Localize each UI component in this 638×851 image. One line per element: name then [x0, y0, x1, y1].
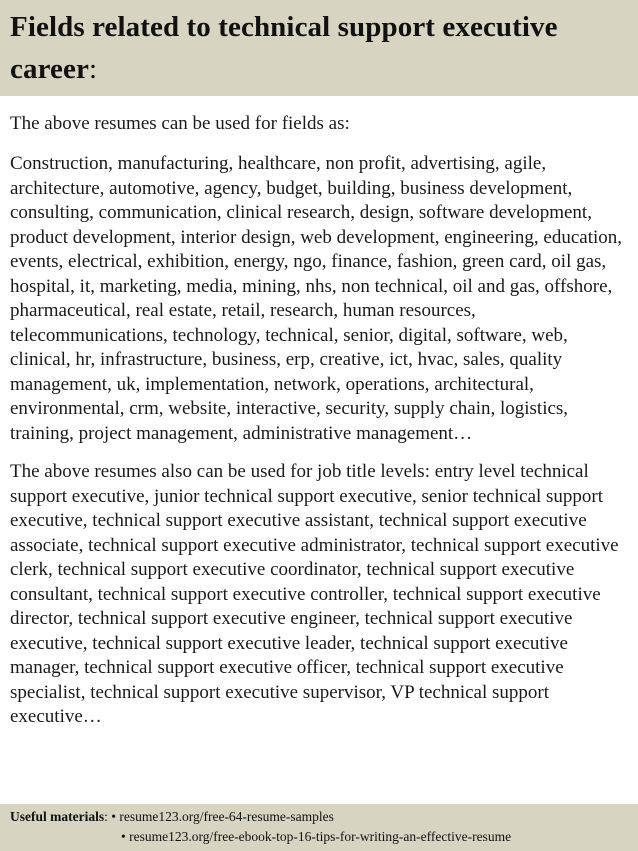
intro-text: The above resumes can be used for fields as: — [10, 113, 350, 134]
title-banner — [0, 0, 638, 96]
footer-row-2 — [10, 827, 628, 847]
footer-label: Useful materials — [10, 809, 105, 824]
footer-row-1 — [10, 807, 628, 827]
page-title-colon: : — [88, 53, 98, 85]
footer-label-colon: : — [104, 809, 108, 824]
main-content — [10, 112, 632, 804]
footer-link-ebook[interactable]: • resume123.org/free-ebook-top-16-tips-for-writing-an-effective-resume — [121, 829, 512, 844]
job-levels-paragraph: The above resumes also can be used for job title levels: entry level technical support executive, junior technical support executive, senior technical support executive, technical support executive assistant, technical support executive associate, technical support executive administrator, technical support executive clerk, technical support executive coordinator, technical support executive consultant, technical support executive controller, technical support executive director, technical support executive engineer, technical support executive executive, technical support executive leader, technical support executive manager, technical support executive officer, technical support executive specialist, technical support executive supervisor, VP technical support executive… — [10, 461, 619, 727]
page-title — [10, 6, 628, 90]
footer-link-resume-samples[interactable]: • resume123.org/free-64-resume-samples — [111, 809, 334, 824]
page-title-text: Fields related to technical support executive career — [10, 11, 558, 85]
fields-paragraph: Construction, manufacturing, healthcare, non profit, advertising, agile, architecture, automotive, agency, budget, building, business development, consulting, communication, clinical research, design, software development, product development, interior design, web development, engineering, education, events, electrical, exhibition, energy, ngo, finance, fashion, green card, oil gas, hospital, it, marketing, media, mining, nhs, non technical, oil and gas, offshore, pharmaceutical, real estate, retail, research, human resources, telecommunications, technology, technical, senior, digital, software, web, clinical, hr, infrastructure, business, erp, creative, ict, hvac, sales, quality management, uk, implementation, network, operations, architectural, environmental, crm, website, interactive, security, supply chain, logistics, training, project management, administrative management… — [10, 153, 623, 444]
useful-materials-footer — [0, 804, 638, 851]
